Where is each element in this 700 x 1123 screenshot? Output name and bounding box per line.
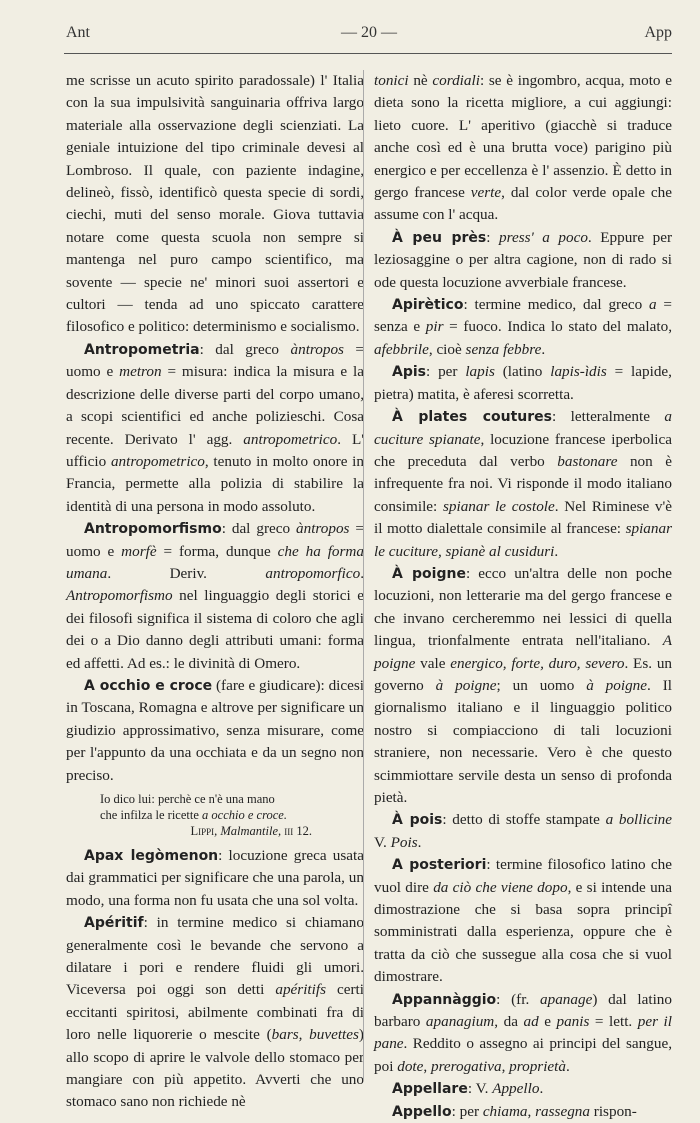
headword: À peu près — [392, 229, 487, 246]
entry-a-occhio-e-croce: A occhio e croce (fare e giudicare): dicesi in Toscana, Romagna e altrove per significare un giudizio approssimativo, senza misurare, come per l'appunto da una occhiata e da un segno non preciso. — [66, 676, 364, 784]
entry-apiretico: Apirètico: termine medico, dal greco a = senza e pir = fuoco. Indica lo stato del malato, afebbrile, cioè senza febbre. — [374, 296, 672, 358]
continued-entry: tonici nè cordiali: se è ingombro, acqua, moto e dieta sono la ricetta migliore, a cui aggiungi: lieto cuore. L' aperitivo (giacchè si traduce anche così ed è una brutta voce) parigino più energico e per eccellenza è l' assenzio. È detto in gergo francese verte, dal color verde opale che assume con l' acqua. — [374, 72, 673, 224]
entry-a-plates-coutures: À plates coutures: letteralmente a cuciture spianate, locuzione francese iperbolica che preceduta dal verbo bastonare non è infrequente fra noi. Vi risponde il modo italiano consimile: spianar le costole. Nel Riminese v'è il motto dialettale consimile al francese: spianar le cuciture, spianè al cusiduri. — [374, 408, 672, 560]
page-number: — 20 — — [341, 24, 397, 41]
headword: Appannàggio — [392, 991, 497, 1008]
verse-quotation: Io dico lui: perchè ce n'è una mano che infilza le ricette a occhio e croce. Lippi, Malmantile, iii 12. — [100, 791, 364, 839]
quotation-source: Lippi, Malmantile, iii 12. — [190, 824, 312, 838]
entry-appellare: Appellare: V. Appello. — [392, 1080, 544, 1098]
entry-apax-legomenon: Apax legòmenon: locuzione greca usata dai grammatici per significare che una parola, un modo, una forma non fu usata che una sol volta. — [66, 847, 364, 909]
headword: Appellare — [392, 1081, 468, 1098]
right-column — [374, 70, 672, 1123]
column-divider — [363, 70, 364, 1080]
entry-a-poigne: À poigne: ecco un'altra delle non poche locuzioni, non letterarie ma del gergo francese e che invano cercheremmo nei lessici di quella lingua, trionfalmente entrata nell'italiano. A poigne vale energico, forte, duro, severo. Es. un governo à poigne; un uomo à poigne. Il giornalismo italiano e il linguaggio politico nostro si compiacciono di tali locuzioni straniere, non necessarie. Vero è che questo scimmiottare servile desta un senso di profonda pietà. — [374, 564, 673, 806]
running-head-right: App — [644, 24, 672, 41]
entry-appannaggio: Appannàggio: (fr. apanage) dal latino barbaro apanagium, da ad e panis = lett. per il pane. Reddito o assegno ai principi del sangue, poi dote, prerogativa, proprietà. — [374, 990, 672, 1075]
running-head-left: Ant — [66, 24, 90, 41]
entry-antropometria: Antropometria: dal greco àntropos = uomo e metron = misura: indica la misura e la descrizione delle diverse parti del corpo umano, a scopi scientifici ed anche polizieschi. Cosa recente. Derivato l' agg. antropometrico. L' ufficio antropometrico, tenuto in molto onore in Francia, permette alla polizia di stabilire la identità di una persona in modo assoluto. — [66, 340, 365, 515]
entry-a-pois: À pois: detto di stoffe stampate a bollicine V. Pois. — [374, 811, 672, 851]
headword: A occhio e croce — [84, 677, 213, 694]
headword: Apirètico — [392, 297, 464, 314]
headword: A posteriori — [392, 857, 487, 874]
entry-apis: Apis: per lapis (latino lapis-ìdis = lapide, pietra) matita, è aferesi scorretta. — [374, 363, 672, 403]
entry-a-peu-pres: À peu près: press' a poco. Eppure per leziosaggine o per altra cagione, non di rado si ode questa locuzione avverbiale francese. — [374, 228, 672, 291]
header-rule — [64, 53, 672, 54]
headword: À pois — [392, 812, 443, 829]
entry-a-posteriori: A posteriori: termine filosofico latino che vuol dire da ciò che viene dopo, e si intende una dimostrazione che si basa sopra principî somministrati dalla esperienza, oppure che è tratta da ciò che sussegue alla cosa che si vuol dimostrare. — [374, 856, 672, 986]
headword: Appello — [392, 1103, 452, 1120]
entry-antropomorfismo: Antropomorfismo: dal greco àntropos = uomo e morfè = forma, dunque che ha forma umana. Deriv. antropomorfico. Antropomorfismo nel linguaggio degli storici e dei filosofi significa il sistema di coloro che agli dei o a Dio danno degli attributi umani: forma ed affetti. Ad es.: le divinità di Omero. — [66, 520, 364, 672]
left-column — [66, 70, 364, 1114]
entry-aperitif: Apéritif: in termine medico si chiamano generalmente così le bevande che servono a dilatare i pori e rendere fluidi gli umori. Viceversa poi oggi son detti apéritifs certi eccitanti spiritosi, abilmente combinati fra di loro nelle liquorerie o mescite (bars, buvettes) allo scopo di aprire le valvole dello stomaco per mangiare con più appetito. Avverti che uno stomaco sano non richiede nè — [66, 914, 364, 1111]
headword: Apax legòmenon — [84, 848, 219, 864]
continued-entry: me scrisse un acuto spirito paradossale) l' Italia con la sua impulsività sanguinaria offriva largo materiale alla osservazione degli scienziati. La geniale intuizione del tipo criminale devesi al Lombroso. Il quale, con paziente indagine, delineò, fissò, identificò questa specie di sordi, ciechi, muti del senso morale. Giova tuttavia notare come questa scuola non sempre si mantenga nel puro campo scientifico, ma sovente — specie ne' minori suoi assertori e cultori — tenda ad uno spiccato carattere filosofico e politico: determinismo e socialismo. — [66, 72, 364, 336]
headword: À plates coutures — [392, 409, 552, 426]
headword: Apis — [392, 364, 426, 381]
entry-appello: Appello: per chiama, rassegna rispon- — [392, 1102, 637, 1120]
headword: À poigne — [392, 565, 466, 582]
headword: Apéritif — [84, 915, 144, 932]
headword: Antropomorfismo — [84, 521, 222, 538]
running-head — [66, 24, 672, 48]
headword: Antropometria — [84, 341, 200, 358]
